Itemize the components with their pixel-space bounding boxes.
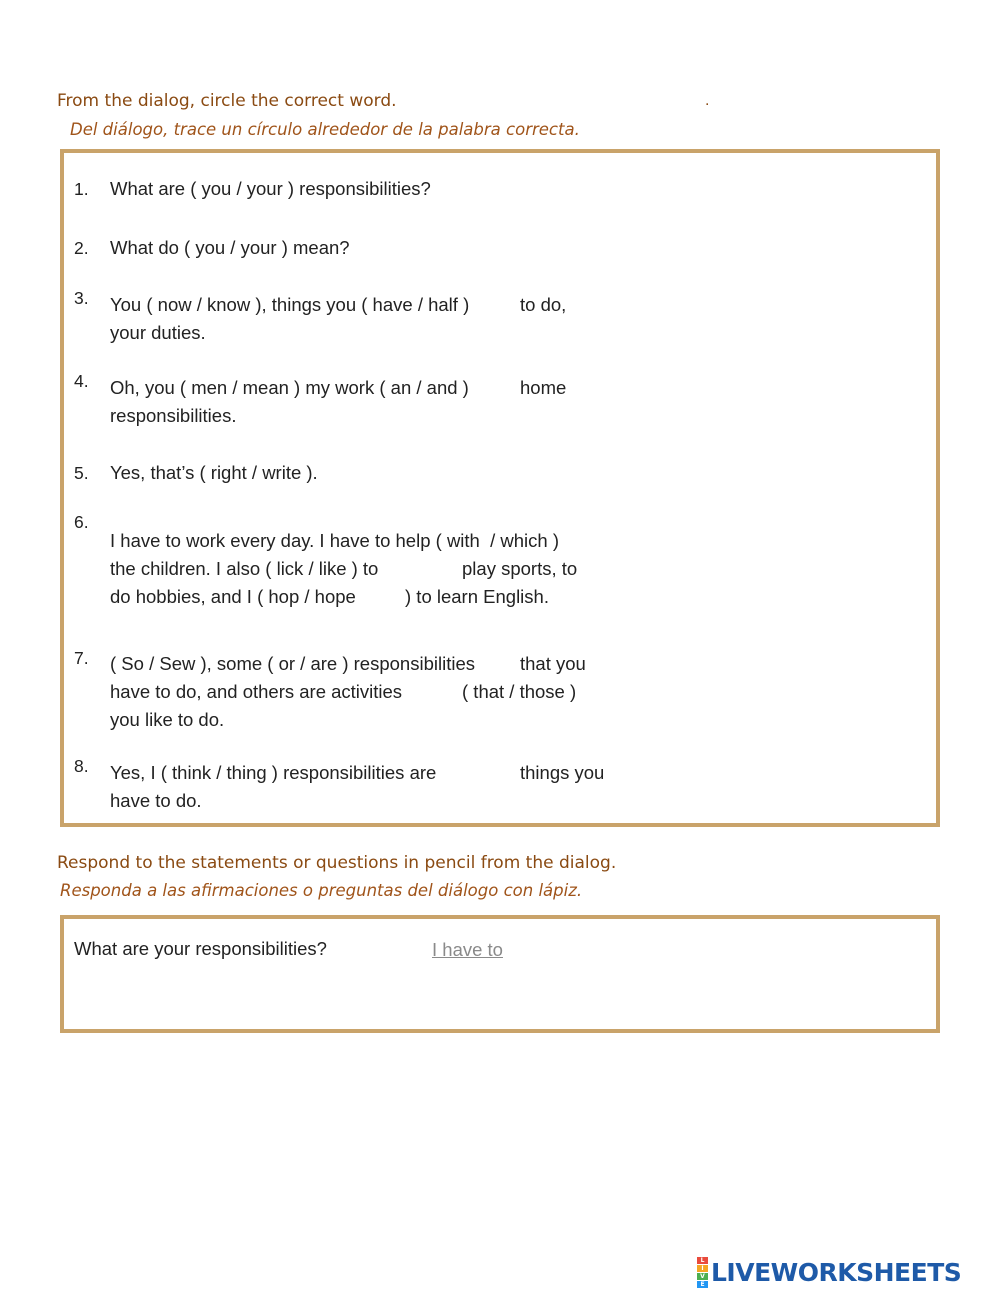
logo-letter: L xyxy=(697,1257,708,1264)
item-number: 2. xyxy=(74,238,89,258)
item-text: your duties. xyxy=(110,322,206,343)
response-box xyxy=(60,915,940,1033)
section2-title: Respond to the statements or questions in pencil from the dialog. xyxy=(57,853,617,873)
item-text: home xyxy=(520,377,567,398)
item-text: have to do. xyxy=(110,790,202,811)
item-text: ) to learn English. xyxy=(405,586,549,607)
logo-letter: V xyxy=(697,1273,708,1280)
item-text: ( that / those ) xyxy=(462,681,577,702)
item-number: 7. xyxy=(74,648,89,668)
item-text: have to do, and others are activities xyxy=(110,681,403,702)
item-text: What do ( you / your ) mean? xyxy=(110,237,350,258)
item-number: 1. xyxy=(74,179,89,199)
item-text: Yes, I ( think / thing ) responsibilities are xyxy=(110,762,437,783)
item-text: responsibilities. xyxy=(110,405,237,426)
item-number: 8. xyxy=(74,756,89,776)
item-number: 3. xyxy=(74,288,89,308)
item-text: do hobbies, and I ( hop / hope xyxy=(110,586,356,607)
item-text: ( So / Sew ), some ( or / are ) responsibilities xyxy=(110,653,475,674)
item-number: 6. xyxy=(74,512,89,532)
section2-subtitle: Responda a las afirmaciones o preguntas del diálogo con lápiz. xyxy=(60,881,583,900)
item-text: that you xyxy=(520,653,586,674)
logo-letter: I xyxy=(697,1265,708,1272)
item-number: 5. xyxy=(74,463,89,483)
item-text: things you xyxy=(520,762,605,783)
item-text: you like to do. xyxy=(110,709,225,730)
section1-subtitle: Del diálogo, trace un círculo alrededor de la palabra correcta. xyxy=(70,120,580,139)
response-question: What are your responsibilities? xyxy=(74,938,327,959)
logo-mark-icon xyxy=(697,1257,708,1288)
item-text: the children. I also ( lick / like ) to xyxy=(110,558,379,579)
item-text: Oh, you ( men / mean ) my work ( an / and ) xyxy=(110,377,469,398)
logo-text: LIVEWORKSHEETS xyxy=(711,1257,962,1287)
item-text: What are ( you / your ) responsibilities? xyxy=(110,178,431,199)
item-text: Yes, that’s ( right / write ). xyxy=(110,462,318,483)
logo-letter: E xyxy=(697,1281,708,1288)
item-number: 4. xyxy=(74,371,89,391)
item-text: play sports, to xyxy=(462,558,578,579)
section1-title: From the dialog, circle the correct word. xyxy=(57,91,397,111)
item-text: I have to work every day. I have to help ( with / which ) xyxy=(110,530,559,551)
item-text: You ( now / know ), things you ( have / half ) xyxy=(110,294,470,315)
item-text: to do, xyxy=(520,294,567,315)
liveworksheets-logo xyxy=(697,1255,961,1289)
title-dot: . xyxy=(705,92,710,109)
answer-field[interactable]: I have to xyxy=(432,939,503,960)
